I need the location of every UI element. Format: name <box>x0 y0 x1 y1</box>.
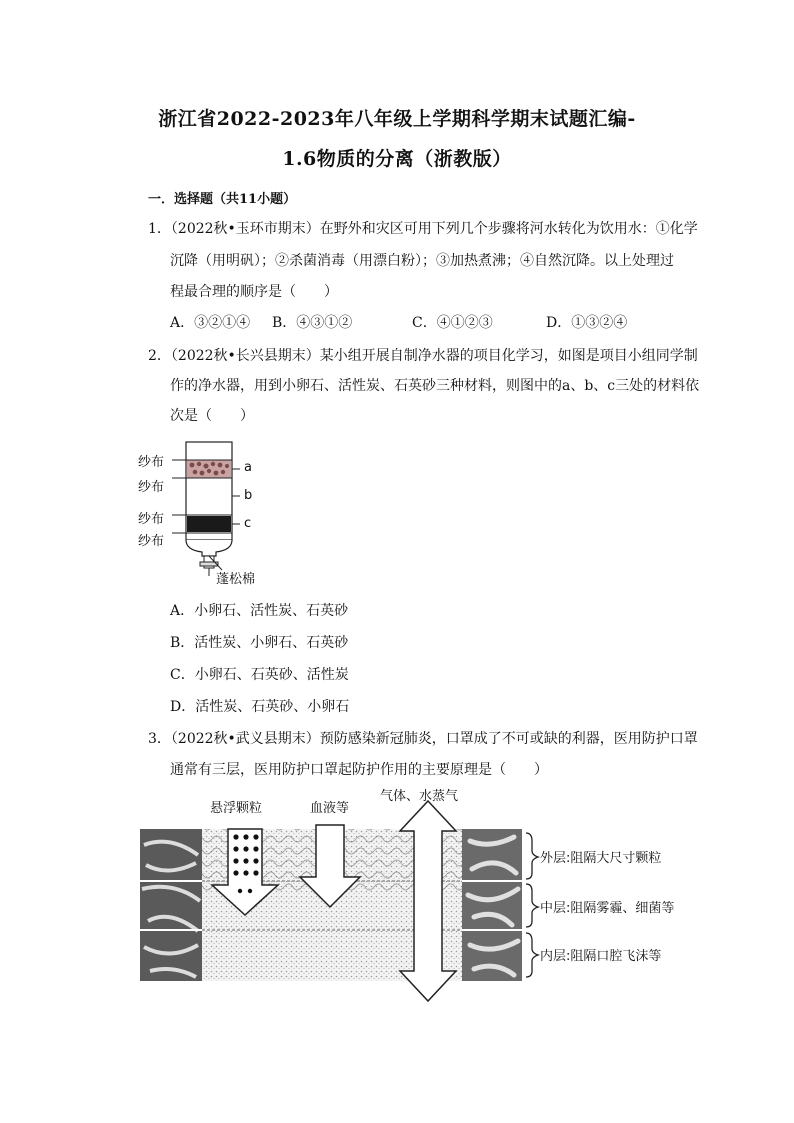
label-middle-layer: 中层:阻隔雾霾、细菌等 <box>540 901 675 916</box>
label-blood: 血液等 <box>310 801 350 816</box>
q2-option-a: A．小卵石、活性炭、石英砂 <box>170 603 349 619</box>
label-particles: 悬浮颗粒 <box>210 801 263 816</box>
label-gas: 气体、水蒸气 <box>380 789 459 804</box>
label-a: a <box>244 460 252 475</box>
label-b: b <box>244 488 253 503</box>
q2-option-d: D．活性炭、石英砂、小卵石 <box>170 699 350 715</box>
q1-line1: 1．（2022秋•玉环市期末）在野外和灾区可用下列几个步骤将河水转化为饮用水：①化学 <box>148 221 698 237</box>
q2-line2: 作的净水器，用到小卵石、活性炭、石英砂三种材料，则图中的a、b、c三处的材料依 <box>170 378 700 394</box>
label-inner-layer: 内层:阻隔口腔飞沫等 <box>540 949 662 964</box>
gauze-label-4: 纱布 <box>138 534 165 549</box>
layer-c-dark <box>187 516 231 532</box>
q3-line1: 3．（2022秋•武义县期末）预防感染新冠肺炎，口罩成了不可或缺的利器，医用防护口罩 <box>148 731 698 747</box>
doc-title-line2: 1.6物质的分离（浙教版） <box>282 148 512 170</box>
gauze-label-1: 纱布 <box>138 455 165 470</box>
q1-option-b: B．④③①② <box>272 315 353 331</box>
cotton-label: 蓬松棉 <box>216 572 256 587</box>
brace-inner <box>526 933 538 977</box>
q1-option-d: D．①③②④ <box>546 315 628 331</box>
q1-line3: 程最合理的顺序是（ ） <box>170 284 338 300</box>
brace-middle <box>526 884 538 927</box>
q2-line3: 次是（ ） <box>170 408 254 424</box>
right-micrograph <box>462 829 522 981</box>
section-heading: 一．选择题（共11小题） <box>148 192 297 207</box>
q1-option-c: C．④①②③ <box>412 315 493 331</box>
brace-outer <box>526 833 538 879</box>
doc-title-line1: 浙江省2022-2023年八年级上学期科学期末试题汇编- <box>158 108 636 130</box>
label-c: c <box>244 516 252 531</box>
q1-option-a: A．③②①④ <box>170 315 251 331</box>
mask-layers-figure <box>140 785 700 1010</box>
q3-line2: 通常有三层，医用防护口罩起防护作用的主要原理是（ ） <box>170 762 548 778</box>
q1-line2: 沉降（用明矾）；②杀菌消毒（用漂白粉）；③加热煮沸；④自然沉降。以上处理过 <box>170 253 674 269</box>
filter-funnel <box>186 540 232 556</box>
q2-line1: 2．（2022秋•长兴县期末）某小组开展自制净水器的项目化学习，如图是项目小组同学制 <box>148 348 698 364</box>
water-filter-figure <box>138 438 278 588</box>
gauze-label-3: 纱布 <box>138 512 165 527</box>
q2-option-c: C．小卵石、石英砂、活性炭 <box>170 667 349 683</box>
gauze-label-2: 纱布 <box>138 480 165 495</box>
q2-option-b: B．活性炭、小卵石、石英砂 <box>170 635 349 651</box>
label-outer-layer: 外层:阻隔大尺寸颗粒 <box>540 851 662 866</box>
